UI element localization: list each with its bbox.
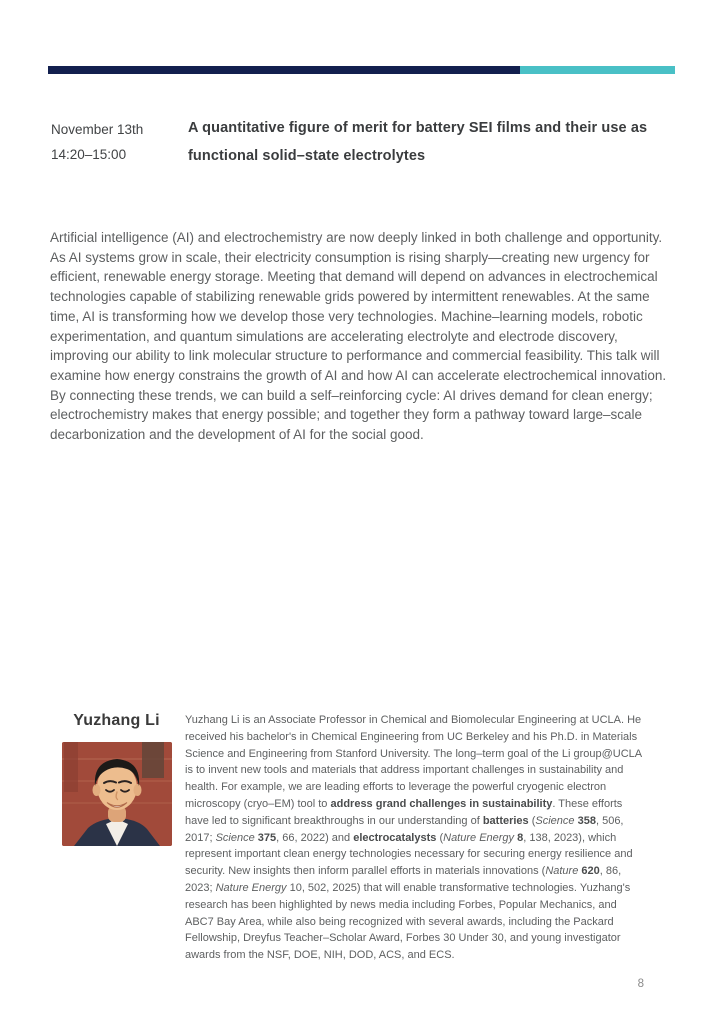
portrait-illustration [62,742,172,846]
session-title: A quantitative figure of merit for battery SEI films and their use as functional solid–state electrolytes [188,120,648,164]
speaker-name: Yuzhang Li [73,712,160,729]
accent-bar-navy-segment [48,66,520,74]
session-datetime [51,117,186,167]
speaker-bio: Yuzhang Li is an Associate Professor in Chemical and Biomolecular Engineering at UCLA. He received his bachelor's in Chemical Engineering from UC Berkeley and his Ph.D. in Materials Science and Engineering from Stanford University. The long–term goal of the Li group@UCLA is to invent new tools and materials that address important challenges in sustainability and health. For example, we are leading efforts to leverage the powerful cryogenic electron microscopy (cryo–EM) tool to address grand challenges in sustainability. These efforts have led to significant breakthroughs in our understanding of batteries (Science 358, 506, 2017; Science 375, 66, 2022) and electrocatalysts (Nature Energy 8, 138, 2023), which represent important clean energy technologies necessary for securing energy resilience and security. New insights then inform parallel efforts in materials innovations (Nature 620, 86, 2023; Nature Energy 10, 502, 2025) that will enable transformative technologies. Yuzhang's research has been highlighted by news media including Forbes, Popular Mechanics, and ABC7 Bay Area, while also being recognized with several awards, including the Packard Fellowship, Dreyfus Teacher–Scholar Award, Forbes 30 Under 30, and young investigator awards from the NSF, DOE, NIH, DOD, ACS, and ECS. [185,714,642,962]
session-time: 14:20–15:00 [51,147,127,162]
speaker-left-column [48,708,185,846]
speaker-section [48,708,678,964]
session-date: November 13th [51,122,144,137]
speaker-photo [62,742,172,846]
header-accent-bar [48,66,675,74]
accent-bar-teal-segment [520,66,675,74]
abstract-text: Artificial intelligence (AI) and electrochemistry are now deeply linked in both challenge and opportunity. As AI systems grow in scale, their electricity consumption is rising sharply—creating new urgency for efficient, renewable energy storage. Meeting that demand will depend on advances in electrochemical technologies capable of stabilizing renewable grids powered by intermittent renewables. At the same time, AI is transforming how we develop those very technologies. Machine–learning models, robotic experimentation, and quantum simulations are accelerating electrolyte and electrode discovery, improving our ability to link molecular structure to performance and commercial feasibility. This talk will examine how energy constrains the growth of AI and how AI can accelerate electrochemical innovation. By connecting these trends, we can build a self–reinforcing cycle: AI drives demand for clean energy; electrochemistry makes that energy possible; and together they form a pathway toward large–scale decarbonization and the development of AI for the social good. [50,230,667,443]
page-number: 8 [637,978,644,990]
